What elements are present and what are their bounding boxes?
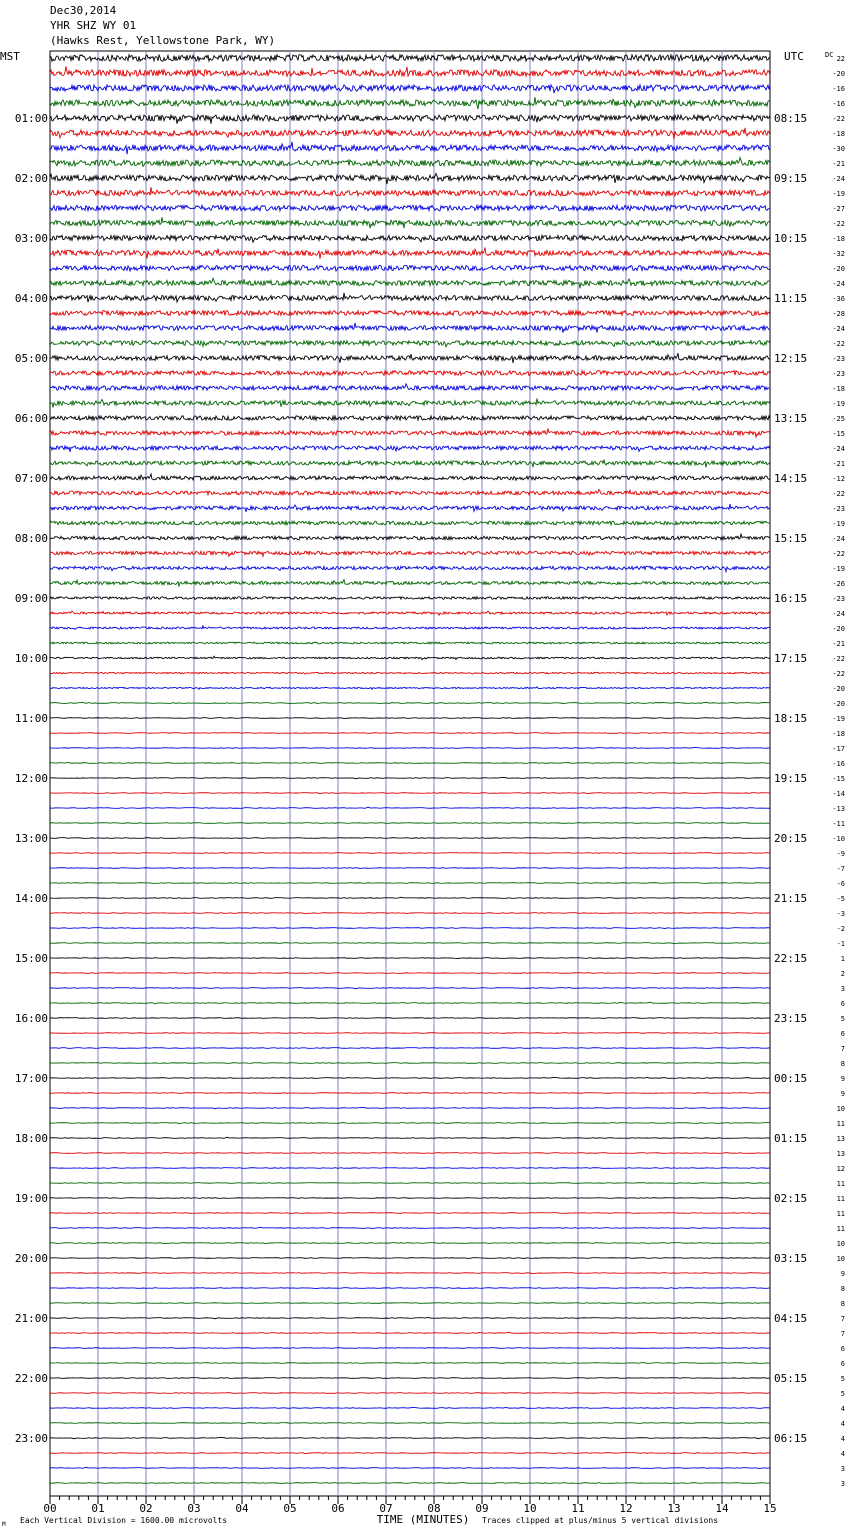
seismic-trace — [50, 474, 770, 480]
mst-hour-label: 02:00 — [14, 172, 48, 185]
seismic-trace — [50, 1288, 770, 1289]
dc-offset-value: -2 — [836, 925, 845, 933]
x-tick-label: 05 — [283, 1502, 297, 1515]
seismic-trace — [50, 205, 770, 211]
mst-hour-label: 15:00 — [14, 952, 48, 965]
seismic-trace — [50, 823, 770, 824]
seismic-trace — [50, 973, 770, 974]
dc-offset-value: -18 — [832, 385, 845, 393]
dc-offset-value: -25 — [832, 415, 845, 423]
x-tick-label: 15 — [763, 1502, 777, 1515]
seismic-trace — [50, 672, 770, 674]
dc-offset-value: 8 — [840, 1285, 845, 1293]
dc-offset-value: -20 — [832, 265, 845, 273]
seismic-trace — [50, 747, 770, 748]
dc-offset-value: -12 — [832, 475, 845, 483]
seismic-trace — [50, 1483, 770, 1484]
mst-hour-label: 03:00 — [14, 232, 48, 245]
seismic-trace — [50, 777, 770, 778]
utc-hour-label: 13:15 — [774, 412, 808, 425]
seismic-trace — [50, 1168, 770, 1169]
seismic-trace — [50, 446, 770, 452]
seismic-trace — [50, 1033, 770, 1034]
seismic-trace — [50, 611, 770, 615]
seismic-trace — [50, 158, 770, 167]
seismic-trace — [50, 1437, 770, 1438]
utc-hour-label: 02:15 — [774, 1192, 808, 1205]
dc-offset-value: -19 — [832, 565, 845, 573]
dc-offset-value: 11 — [836, 1210, 845, 1218]
utc-hour-label: 05:15 — [774, 1372, 808, 1385]
dc-offset-value: 10 — [836, 1255, 845, 1263]
dc-offset-value: -27 — [832, 205, 845, 213]
seismic-trace — [50, 793, 770, 794]
seismic-trace — [50, 1407, 770, 1408]
x-tick-label: 06 — [331, 1502, 345, 1515]
dc-offset-value: -1 — [836, 940, 845, 948]
utc-hour-label: 22:15 — [774, 952, 808, 965]
x-tick-label: 10 — [523, 1502, 537, 1515]
seismic-trace — [50, 398, 770, 407]
dc-offset-value: 5 — [840, 1375, 845, 1383]
seismic-trace — [50, 762, 770, 763]
seismic-trace — [50, 293, 770, 303]
dc-offset-value: -10 — [832, 835, 845, 843]
seismic-trace — [50, 85, 770, 93]
dc-offset-value: 4 — [840, 1405, 845, 1413]
dc-offset-value: 6 — [840, 1030, 845, 1038]
dc-offset-value: -11 — [832, 820, 845, 828]
utc-hour-label: 10:15 — [774, 232, 808, 245]
seismic-trace — [50, 928, 770, 929]
seismic-trace — [50, 66, 770, 76]
utc-hour-label: 00:15 — [774, 1072, 808, 1085]
dc-offset-value: -24 — [832, 535, 845, 543]
footer-clip-note: Traces clipped at plus/minus 5 vertical divisions — [482, 1516, 719, 1525]
seismic-trace — [50, 142, 770, 154]
seismic-trace — [50, 626, 770, 629]
dc-offset-value: -20 — [832, 625, 845, 633]
mst-hour-label: 04:00 — [14, 292, 48, 305]
mst-hour-label: 12:00 — [14, 772, 48, 785]
utc-hour-label: 12:15 — [774, 352, 808, 365]
x-tick-label: 02 — [139, 1502, 153, 1515]
dc-offset-value: -21 — [832, 160, 845, 168]
seismic-trace — [50, 55, 770, 61]
dc-offset-value: -18 — [832, 730, 845, 738]
seismic-trace — [50, 521, 770, 525]
seismic-trace — [50, 235, 770, 242]
seismic-trace — [50, 1107, 770, 1108]
seismic-trace — [50, 460, 770, 468]
seismic-trace — [50, 353, 770, 363]
dc-offset-value: -17 — [832, 745, 845, 753]
seismic-trace — [50, 1258, 770, 1259]
seismic-trace — [50, 1153, 770, 1154]
seismic-trace — [50, 807, 770, 808]
utc-hour-label: 23:15 — [774, 1012, 808, 1025]
utc-hour-label: 01:15 — [774, 1132, 808, 1145]
seismic-trace — [50, 323, 770, 333]
dc-offset-value: -3 — [836, 910, 845, 918]
mst-hour-label: 23:00 — [14, 1432, 48, 1445]
utc-hour-label: 15:15 — [774, 532, 808, 545]
dc-offset-value: -9 — [836, 850, 845, 858]
dc-offset-value: 6 — [840, 1345, 845, 1353]
x-tick-label: 14 — [715, 1502, 729, 1515]
x-tick-label: 13 — [667, 1502, 681, 1515]
seismic-trace — [50, 551, 770, 556]
utc-hour-label: 04:15 — [774, 1312, 808, 1325]
utc-hour-label: 18:15 — [774, 712, 808, 725]
dc-offset-value: 4 — [840, 1435, 845, 1443]
seismic-trace — [50, 1317, 770, 1318]
dc-offset-value: 11 — [836, 1195, 845, 1203]
dc-offset-value: 22 — [836, 55, 845, 63]
utc-hour-label: 16:15 — [774, 592, 808, 605]
header-station: YHR SHZ WY 01 — [50, 19, 137, 32]
seismic-trace — [50, 1363, 770, 1364]
seismic-trace — [50, 1348, 770, 1349]
dc-offset-value: 12 — [836, 1165, 845, 1173]
dc-offset-value: 11 — [836, 1120, 845, 1128]
dc-offset-value: -15 — [832, 430, 845, 438]
seismic-trace — [50, 1077, 770, 1078]
mst-hour-label: 09:00 — [14, 592, 48, 605]
dc-offset-value: -22 — [832, 115, 845, 123]
seismic-trace — [50, 1453, 770, 1454]
x-tick-label: 07 — [379, 1502, 393, 1515]
seismic-trace — [50, 913, 770, 914]
seismic-trace — [50, 853, 770, 854]
seismic-trace — [50, 1198, 770, 1199]
dc-offset-value: 7 — [840, 1315, 845, 1323]
seismic-trace — [50, 217, 770, 228]
mst-hour-label: 06:00 — [14, 412, 48, 425]
dc-offset-value: -13 — [832, 805, 845, 813]
mst-hour-label: 18:00 — [14, 1132, 48, 1145]
dc-offset-value: -19 — [832, 190, 845, 198]
dc-offset-value: -18 — [832, 235, 845, 243]
seismic-trace — [50, 687, 770, 690]
dc-offset-value: 9 — [840, 1270, 845, 1278]
utc-hour-label: 21:15 — [774, 892, 808, 905]
dc-offset-value: -23 — [832, 355, 845, 363]
dc-offset-value: 3 — [840, 985, 845, 993]
utc-hour-label: 17:15 — [774, 652, 808, 665]
dc-offset-value: -24 — [832, 175, 845, 183]
seismic-trace — [50, 187, 770, 196]
utc-hour-label: 20:15 — [774, 832, 808, 845]
dc-offset-value: 3 — [840, 1480, 845, 1488]
dc-offset-value: -19 — [832, 520, 845, 528]
dc-offset-value: -19 — [832, 400, 845, 408]
seismic-trace — [50, 1063, 770, 1064]
seismic-trace — [50, 97, 770, 109]
x-tick-label: 01 — [91, 1502, 105, 1515]
dc-offset-value: 10 — [836, 1240, 845, 1248]
seismic-trace — [50, 642, 770, 644]
utc-hour-label: 08:15 — [774, 112, 808, 125]
mst-hour-label: 07:00 — [14, 472, 48, 485]
seismic-trace — [50, 1093, 770, 1094]
seismic-trace — [50, 566, 770, 571]
seismic-trace — [50, 1213, 770, 1214]
seismic-trace — [50, 278, 770, 288]
mst-hour-label: 17:00 — [14, 1072, 48, 1085]
seismic-trace — [50, 534, 770, 540]
utc-hour-label: 03:15 — [774, 1252, 808, 1265]
dc-offset-value: 7 — [840, 1330, 845, 1338]
mst-hour-label: 16:00 — [14, 1012, 48, 1025]
dc-offset-value: 4 — [840, 1420, 845, 1428]
seismic-trace — [50, 429, 770, 438]
seismic-trace — [50, 128, 770, 139]
dc-offset-value: 4 — [840, 1450, 845, 1458]
dc-offset-value: 9 — [840, 1090, 845, 1098]
seismic-trace — [50, 838, 770, 839]
seismic-trace — [50, 733, 770, 734]
dc-offset-value: -18 — [832, 130, 845, 138]
dc-offset-value: 11 — [836, 1225, 845, 1233]
utc-hour-label: 06:15 — [774, 1432, 808, 1445]
dc-offset-value: -14 — [832, 790, 845, 798]
dc-offset-value: -22 — [832, 340, 845, 348]
dc-offset-value: -21 — [832, 640, 845, 648]
dc-offset-value: -21 — [832, 460, 845, 468]
mst-axis-label: MST — [0, 50, 20, 63]
seismic-trace — [50, 1467, 770, 1468]
seismic-trace — [50, 987, 770, 988]
x-tick-label: 04 — [235, 1502, 249, 1515]
seismic-trace — [50, 1273, 770, 1274]
dc-offset-value: -32 — [832, 250, 845, 258]
seismic-trace — [50, 115, 770, 124]
dc-offset-value: 13 — [836, 1150, 845, 1158]
dc-offset-value: -16 — [832, 100, 845, 108]
dc-offset-value: -5 — [836, 895, 845, 903]
seismic-trace — [50, 897, 770, 898]
seismic-trace — [50, 1243, 770, 1244]
dc-offset-value: -22 — [832, 550, 845, 558]
dc-offset-value: 9 — [840, 1075, 845, 1083]
dc-offset-value: 7 — [840, 1045, 845, 1053]
mst-hour-label: 14:00 — [14, 892, 48, 905]
x-tick-label: 11 — [571, 1502, 585, 1515]
dc-offset-value: -7 — [836, 865, 845, 873]
mst-hour-label: 22:00 — [14, 1372, 48, 1385]
seismic-trace — [50, 1423, 770, 1424]
seismic-trace — [50, 1393, 770, 1394]
x-tick-label: 09 — [475, 1502, 489, 1515]
mst-hour-label: 01:00 — [14, 112, 48, 125]
utc-hour-label: 19:15 — [774, 772, 808, 785]
seismic-trace — [50, 597, 770, 600]
mst-hour-label: 19:00 — [14, 1192, 48, 1205]
dc-offset-value: -28 — [832, 310, 845, 318]
utc-hour-label: 09:15 — [774, 172, 808, 185]
mst-hour-label: 13:00 — [14, 832, 48, 845]
seismic-trace — [50, 1227, 770, 1228]
dc-offset-value: -19 — [832, 715, 845, 723]
dc-offset-value: -23 — [832, 595, 845, 603]
dc-offset-value: -22 — [832, 655, 845, 663]
dc-offset-value: -26 — [832, 580, 845, 588]
utc-axis-label: UTC — [784, 50, 804, 63]
footer-scale-note: Each Vertical Division = 1600.00 microvolts — [20, 1516, 228, 1525]
seismic-trace — [50, 1303, 770, 1304]
dc-offset-value: -24 — [832, 325, 845, 333]
seismic-trace — [50, 958, 770, 959]
seismic-trace — [50, 883, 770, 884]
seismic-trace — [50, 416, 770, 420]
dc-offset-value: -22 — [832, 220, 845, 228]
seismic-trace — [50, 1137, 770, 1138]
seismic-trace — [50, 1183, 770, 1184]
seismic-trace — [50, 943, 770, 944]
seismic-trace — [50, 504, 770, 512]
utc-hour-label: 14:15 — [774, 472, 808, 485]
x-tick-label: 12 — [619, 1502, 633, 1515]
dc-offset-value: -16 — [832, 760, 845, 768]
mst-hour-label: 21:00 — [14, 1312, 48, 1325]
dc-offset-value: 3 — [840, 1465, 845, 1473]
seismic-trace — [50, 718, 770, 719]
dc-offset-value: 5 — [840, 1390, 845, 1398]
dc-offset-value: 6 — [840, 1360, 845, 1368]
dc-column-label: DC — [825, 51, 834, 59]
dc-offset-value: 5 — [840, 1015, 845, 1023]
dc-offset-value: -24 — [832, 280, 845, 288]
dc-offset-value: -20 — [832, 70, 845, 78]
header-date: Dec30,2014 — [50, 4, 117, 17]
seismic-trace — [50, 1378, 770, 1379]
dc-offset-value: -36 — [832, 295, 845, 303]
dc-offset-value: 1 — [840, 955, 845, 963]
dc-offset-value: -24 — [832, 445, 845, 453]
utc-hour-label: 11:15 — [774, 292, 808, 305]
dc-offset-value: 8 — [840, 1300, 845, 1308]
dc-offset-value: -23 — [832, 370, 845, 378]
header-location: (Hawks Rest, Yellowstone Park, WY) — [50, 34, 276, 47]
dc-offset-value: 10 — [836, 1105, 845, 1113]
seismic-trace — [50, 371, 770, 376]
corner-mark: M — [2, 1521, 6, 1528]
dc-offset-value: 6 — [840, 1000, 845, 1008]
dc-offset-value: 8 — [840, 1060, 845, 1068]
seismic-trace — [50, 265, 770, 271]
mst-hour-label: 10:00 — [14, 652, 48, 665]
dc-offset-value: -22 — [832, 670, 845, 678]
seismic-trace — [50, 248, 770, 259]
dc-offset-value: -6 — [836, 880, 845, 888]
x-axis-label: TIME (MINUTES) — [376, 1513, 470, 1526]
seismic-trace — [50, 1123, 770, 1124]
dc-offset-value: -20 — [832, 685, 845, 693]
dc-offset-value: 2 — [840, 970, 845, 978]
dc-offset-value: -22 — [832, 490, 845, 498]
seismic-trace — [50, 1018, 770, 1019]
seismic-trace — [50, 1332, 770, 1333]
dc-offset-value: -23 — [832, 505, 845, 513]
dc-offset-value: -15 — [832, 775, 845, 783]
seismic-trace — [50, 580, 770, 587]
dc-offset-value: -30 — [832, 145, 845, 153]
dc-offset-value: 11 — [836, 1180, 845, 1188]
x-tick-label: 08 — [427, 1502, 441, 1515]
mst-hour-label: 05:00 — [14, 352, 48, 365]
dc-offset-value: -16 — [832, 85, 845, 93]
seismic-trace — [50, 384, 770, 390]
mst-hour-label: 20:00 — [14, 1252, 48, 1265]
dc-offset-value: 13 — [836, 1135, 845, 1143]
seismic-trace — [50, 341, 770, 347]
seismic-trace — [50, 656, 770, 659]
seismic-trace — [50, 703, 770, 704]
seismic-trace — [50, 1048, 770, 1049]
seismic-trace — [50, 173, 770, 183]
seismic-trace — [50, 489, 770, 494]
seismic-trace — [50, 1002, 770, 1003]
seismic-trace — [50, 311, 770, 316]
x-tick-label: 00 — [43, 1502, 57, 1515]
dc-offset-value: -24 — [832, 610, 845, 618]
mst-hour-label: 11:00 — [14, 712, 48, 725]
seismic-trace — [50, 868, 770, 869]
dc-offset-value: -20 — [832, 700, 845, 708]
mst-hour-label: 08:00 — [14, 532, 48, 545]
x-tick-label: 03 — [187, 1502, 201, 1515]
